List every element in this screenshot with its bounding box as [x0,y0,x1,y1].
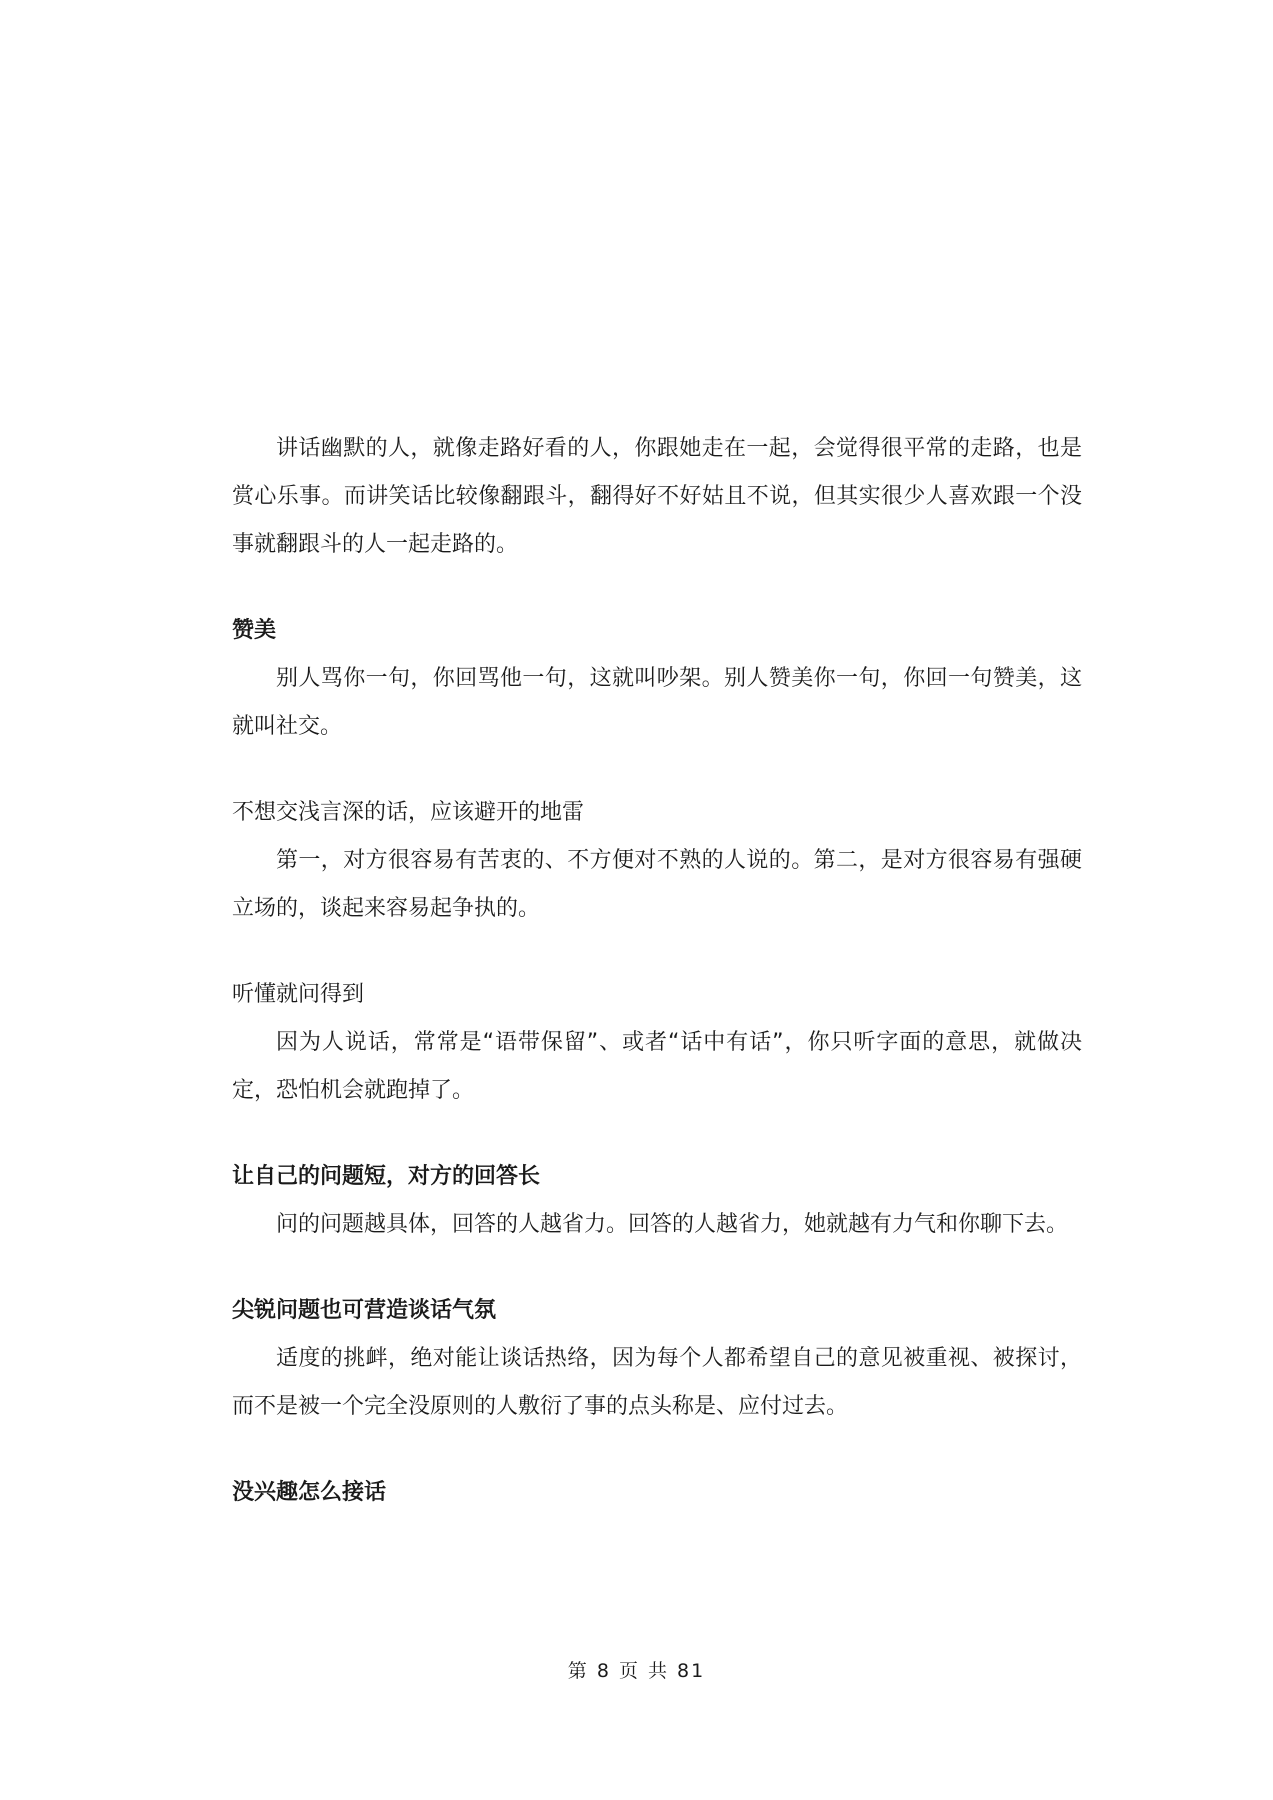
section-short-questions [232,1153,1082,1249]
section-no-interest [232,1469,1082,1517]
section-praise [232,607,1082,751]
section-avoid-topics [232,789,1082,933]
section-paragraph: 适度的挑衅，绝对能让谈话热络，因为每个人都希望自己的意见被重视、被探讨，而不是被一个完全没原则的人敷衍了事的点头称是、应付过去。 [232,1346,1082,1419]
page-footer: 第 8 页 共 81 [567,1660,706,1682]
section-paragraph: 问的问题越具体，回答的人越省力。回答的人越省力，她就越有力气和你聊下去。 [276,1212,1069,1237]
page-content [232,425,1082,1517]
section-heading: 赞美 [232,618,277,643]
section-sharp-questions [232,1287,1082,1431]
section-heading: 不想交浅言深的话，应该避开的地雷 [232,800,585,825]
section-heading: 尖锐问题也可营造谈话气氛 [232,1298,497,1323]
section-paragraph: 因为人说话，常常是“语带保留”、或者“话中有话”，你只听字面的意思，就做决定，恐怕机会就跑掉了。 [232,1030,1082,1103]
section-heading: 听懂就问得到 [232,982,365,1007]
section-heading: 没兴趣怎么接话 [232,1480,387,1505]
section-paragraph: 别人骂你一句，你回骂他一句，这就叫吵架。别人赞美你一句，你回一句赞美，这就叫社交。 [232,666,1082,739]
intro-paragraph: 讲话幽默的人，就像走路好看的人，你跟她走在一起，会觉得很平常的走路，也是赏心乐事。而讲笑话比较像翻跟斗，翻得好不好姑且不说，但其实很少人喜欢跟一个没事就翻跟斗的人一起走路的。 [232,436,1082,557]
section-paragraph: 第一，对方很容易有苦衷的、不方便对不熟的人说的。第二，是对方很容易有强硬立场的，谈起来容易起争执的。 [232,848,1082,921]
section-listen-ask [232,971,1082,1115]
section-heading: 让自己的问题短，对方的回答长 [232,1164,541,1189]
